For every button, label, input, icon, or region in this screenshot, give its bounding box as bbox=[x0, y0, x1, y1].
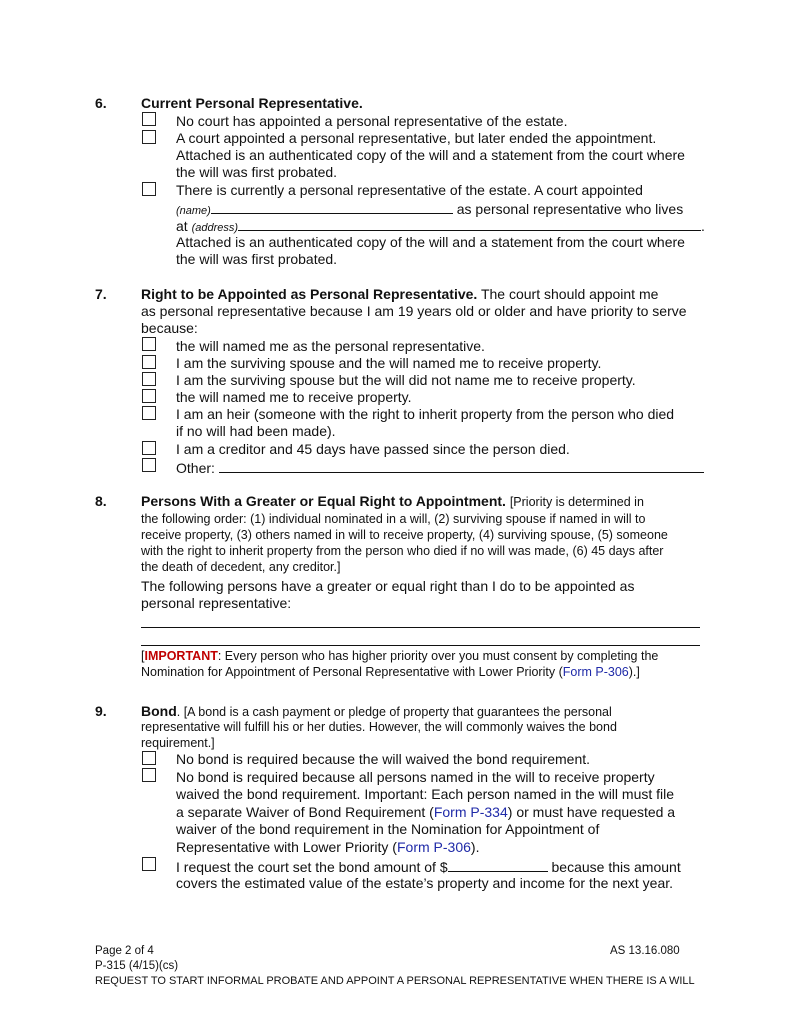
section-8-heading: Persons With a Greater or Equal Right to Appointment. bbox=[141, 493, 506, 509]
section-9-note-line-2: representative will fulfill his or her duties. However, the will commonly waives the bond bbox=[141, 720, 617, 734]
footer-statute: AS 13.16.080 bbox=[610, 945, 680, 957]
section-8-number: 8. bbox=[95, 493, 107, 509]
s7-option-4: the will named me to receive property. bbox=[176, 389, 412, 405]
s6-checkbox-3[interactable] bbox=[142, 182, 156, 196]
s7-checkbox-7[interactable] bbox=[142, 458, 156, 472]
s7-checkbox-4[interactable] bbox=[142, 389, 156, 403]
important-note-line-2 bbox=[141, 664, 640, 680]
persons-field-line-2[interactable] bbox=[141, 645, 700, 646]
other-field[interactable] bbox=[219, 458, 704, 473]
s7-checkbox-3[interactable] bbox=[142, 372, 156, 386]
form-p334-link[interactable]: Form P-334 bbox=[433, 804, 508, 820]
section-9-heading-row bbox=[141, 703, 612, 720]
s9-option-2-line-1: No bond is required because all persons named in the will to receive property bbox=[176, 769, 655, 785]
footer-form-number: P-315 (4/15)(cs) bbox=[95, 960, 179, 972]
important-note-line-1 bbox=[141, 648, 658, 664]
s9-option-2-line-5 bbox=[176, 839, 479, 856]
s6-option-2-line-3: the will was first probated. bbox=[176, 164, 338, 180]
s9-option-2-line-3-b: ) or must have requested a bbox=[507, 804, 676, 820]
s7-option-2: I am the surviving spouse and the will named me to receive property. bbox=[176, 355, 602, 371]
name-label: (name) bbox=[176, 205, 211, 217]
s6-option-1: No court has appointed a personal representative of the estate. bbox=[176, 113, 568, 129]
section-7-number: 7. bbox=[95, 286, 107, 302]
s9-option-2-line-5-a: Representative with Lower Priority ( bbox=[176, 839, 397, 855]
s6-option-2-line-2: Attached is an authenticated copy of the will and a statement from the court where bbox=[176, 147, 685, 163]
form-p306-link[interactable]: Form P-306 bbox=[562, 665, 629, 679]
bond-amount-field[interactable] bbox=[448, 857, 548, 872]
s7-checkbox-5[interactable] bbox=[142, 406, 156, 420]
section-8-note-line-4: with the right to inherit property from the person who died if no will was made, (6) 45 days after bbox=[141, 544, 664, 558]
s7-checkbox-1[interactable] bbox=[142, 337, 156, 351]
s6-option-3-line-1: There is currently a personal representative of the estate. A court appointed bbox=[176, 182, 643, 198]
form-p306-link-2[interactable]: Form P-306 bbox=[396, 839, 471, 855]
footer-page-number: Page 2 of 4 bbox=[95, 945, 154, 957]
section-7-intro-rest: The court should appoint me bbox=[480, 286, 659, 302]
s6-option-3-line-4: Attached is an authenticated copy of the will and a statement from the court where bbox=[176, 234, 685, 250]
s7-option-5-line-2: if no will had been made). bbox=[176, 423, 336, 439]
s9-option-3-text-b: because this amount bbox=[551, 859, 681, 875]
section-7-intro-line-1 bbox=[141, 286, 658, 303]
important-text-2: Nomination for Appointment of Personal Representative with Lower Priority ( bbox=[141, 665, 563, 679]
s9-option-3-text-a: I request the court set the bond amount of $ bbox=[176, 859, 448, 875]
important-end: ).] bbox=[628, 665, 640, 679]
s6-option-3-line-5: the will was first probated. bbox=[176, 251, 338, 267]
s9-checkbox-2[interactable] bbox=[142, 768, 156, 782]
section-9-heading: Bond bbox=[141, 703, 177, 719]
s9-option-3-line-2: covers the estimated value of the estate’s property and income for the next year. bbox=[176, 875, 674, 891]
address-field[interactable] bbox=[238, 216, 701, 231]
s9-option-2-line-3-a: a separate Waiver of Bond Requirement ( bbox=[176, 804, 434, 820]
section-6-heading: Current Personal Representative. bbox=[141, 95, 363, 111]
other-label: Other: bbox=[176, 460, 215, 476]
section-9-note-line-1: . [A bond is a cash payment or pledge of property that guarantees the personal bbox=[176, 705, 612, 719]
s7-option-5-line-1: I am an heir (someone with the right to inherit property from the person who died bbox=[176, 406, 675, 422]
s9-option-2-line-3 bbox=[176, 804, 675, 821]
section-8-note-line-2: the following order: (1) individual nominated in a will, (2) surviving spouse if named in will to bbox=[141, 512, 646, 526]
section-8-heading-row bbox=[141, 493, 644, 510]
s7-checkbox-6[interactable] bbox=[142, 441, 156, 455]
s9-option-2-line-4: waiver of the bond requirement in the Nomination for Appointment of bbox=[176, 821, 600, 837]
s9-checkbox-3[interactable] bbox=[142, 857, 156, 871]
name-field[interactable] bbox=[211, 199, 453, 214]
s7-option-1: the will named me as the personal representative. bbox=[176, 338, 485, 354]
section-8-text-line-1: The following persons have a greater or equal right than I do to be appointed as bbox=[141, 578, 635, 594]
section-9-note-line-3: requirement.] bbox=[141, 736, 215, 750]
s9-option-3-line-1 bbox=[176, 857, 681, 876]
s9-option-2-line-5-b: ). bbox=[470, 839, 480, 855]
s6-checkbox-2[interactable] bbox=[142, 130, 156, 144]
s6-checkbox-1[interactable] bbox=[142, 112, 156, 126]
section-8-note-line-1: [Priority is determined in bbox=[509, 495, 644, 509]
address-label: (address) bbox=[191, 222, 239, 234]
persons-field-line-1[interactable] bbox=[141, 627, 700, 628]
section-7-intro-line-2: as personal representative because I am 19 years old or older and have priority to serve bbox=[141, 303, 687, 319]
s9-option-2-line-2: waived the bond requirement. Important: Each person named in the will must file bbox=[176, 786, 675, 802]
section-8-note-line-3: receive property, (3) others named in will to receive property, (4) surviving spouse, (5) someone bbox=[141, 528, 668, 542]
section-6-number: 6. bbox=[95, 95, 107, 111]
s9-option-1: No bond is required because the will waived the bond requirement. bbox=[176, 751, 591, 767]
footer-form-title: REQUEST TO START INFORMAL PROBATE AND APPOINT A PERSONAL REPRESENTATIVE WHEN THERE IS A WILL bbox=[95, 975, 695, 987]
important-text: : Every person who has higher priority over you must consent by completing the bbox=[217, 649, 659, 663]
s9-checkbox-1[interactable] bbox=[142, 751, 156, 765]
section-8-text-line-2: personal representative: bbox=[141, 595, 292, 611]
s7-option-3: I am the surviving spouse but the will did not name me to receive property. bbox=[176, 372, 636, 388]
address-period: . bbox=[701, 218, 705, 234]
s7-option-6: I am a creditor and 45 days have passed since the person died. bbox=[176, 441, 570, 457]
s7-checkbox-2[interactable] bbox=[142, 355, 156, 369]
section-8-note-line-5: the death of decedent, any creditor.] bbox=[141, 560, 341, 574]
important-label: IMPORTANT bbox=[144, 649, 218, 663]
name-after-text: as personal representative who lives bbox=[456, 201, 684, 217]
section-7-heading: Right to be Appointed as Personal Representative. bbox=[141, 286, 478, 302]
section-9-number: 9. bbox=[95, 703, 107, 719]
at-label: at bbox=[176, 218, 188, 234]
important-bracket: [ bbox=[141, 649, 145, 663]
s7-option-7-row bbox=[176, 458, 704, 477]
section-7-intro-line-3: because: bbox=[141, 320, 198, 336]
s6-option-2-line-1: A court appointed a personal representative, but later ended the appointment. bbox=[176, 130, 657, 146]
